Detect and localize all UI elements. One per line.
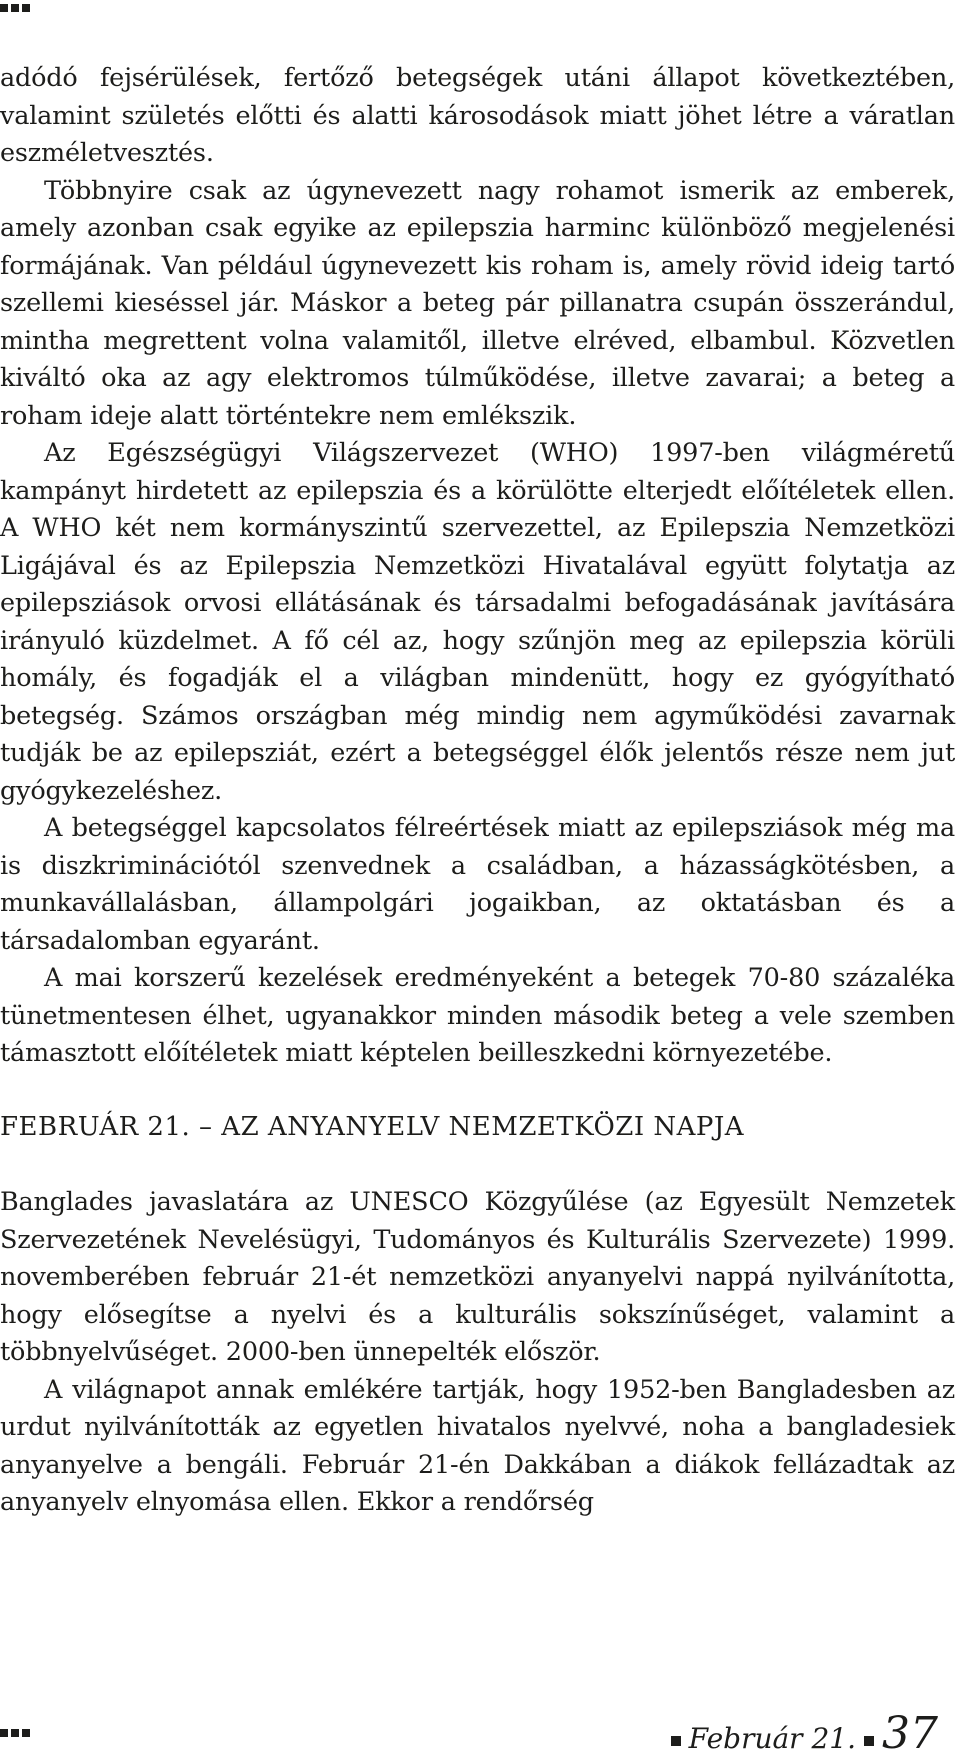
paragraph: A betegséggel kapcsolatos félreértések miatt az epilepsziások még ma is diszkriminációtól szenvednek a családban, a házasságkötésben, a munkavállalásban, állampolgári jogaikban, az oktatásban és a társadalomban egyaránt. (0, 813, 955, 956)
ornament-square (22, 1729, 30, 1737)
ornament-square (22, 4, 30, 12)
section-paragraph: A világnapot annak emlékére tartják, hogy 1952-ben Bangladesben az urdut nyilvánították az egyetlen hivatalos nyelvvé, noha a bangladesiek anyanyelve a bengáli. Február 21-én Dakkában a diákok fellázadtak az anyanyelv elnyomása ellen. Ekkor a rendőrség (0, 1374, 955, 1517)
ornament-square (11, 4, 19, 12)
bottom-ornament-squares (0, 1729, 30, 1737)
ornament-square (11, 1729, 19, 1737)
page-footer (671, 1708, 938, 1759)
ornament-square (0, 4, 8, 12)
page-body (0, 60, 955, 1522)
section-paragraph: Banglades javaslatára az UNESCO Közgyűlése (az Egyesült Nemzetek Szervezetének Nevelésügyi, Tudományos és Kulturális Szervezete) 1999. novemberében február 21-ét nemzetközi anyanyelvi nappá nyilvánította, hogy elősegítse a nyelvi és a kulturális sokszínűséget, valamint a többnyelvűséget. 2000-ben ünnepelték először. (0, 1187, 955, 1367)
ornament-square (0, 1729, 8, 1737)
footer-ornament-square (864, 1736, 874, 1746)
running-title: Február 21. (688, 1722, 856, 1755)
paragraph: A mai korszerű kezelések eredményeként a betegek 70-80 százaléka tünetmentesen élhet, ugyanakkor minden második beteg a vele szemben támasztott előítéletek miatt képtelen beilleszkedni környezetébe. (0, 963, 955, 1068)
page-number: 37 (882, 1708, 938, 1759)
paragraph: Többnyire csak az úgynevezett nagy rohamot ismerik az emberek, amely azonban csak egyike az epilepszia harminc különböző megjelenési formájának. Van például úgynevezett kis roham is, amely rövid ideig tartó szellemi kieséssel jár. Máskor a beteg pár pillanatra csupán összerándul, mintha megrettent volna valamitől, illetve elréved, elbambul. Közvetlen kiváltó oka az agy elektromos túlműködése, illetve zavarai; a beteg a roham ideje alatt történtekre nem emlékszik. (0, 175, 955, 431)
top-ornament-squares (0, 4, 30, 12)
paragraph-continuation: adódó fejsérülések, fertőző betegségek utáni állapot következtében, valamint születés előtti és alatti károsodások miatt jöhet létre a váratlan eszméletvesztés. (0, 63, 955, 168)
paragraph: Az Egészségügyi Világszervezet (WHO) 1997-ben világméretű kampányt hirdetett az epilepszia és a körülötte elterjedt előítéletek ellen. A WHO két nem kormányszintű szervezettel, az Epilepszia Nemzetközi Ligájával és az Epilepszia Nemzetközi Hivatalával együtt folytatja az epilepsziások orvosi ellátásának és társadalmi befogadásának javítására irányuló küzdelmet. A fő cél az, hogy szűnjön meg az epilepszia körüli homály, és fogadják el a világban mindenütt, hogy ez gyógyítható betegség. Számos országban még mindig nem agyműködési zavarnak tudják be az epilepsziát, ezért a betegséggel élők jelentős része nem jut gyógykezeléshez. (0, 438, 955, 806)
footer-ornament-square (671, 1736, 681, 1746)
section-heading: FEBRUÁR 21. – AZ ANYANYELV NEMZETKÖZI NAPJA (0, 1111, 745, 1142)
